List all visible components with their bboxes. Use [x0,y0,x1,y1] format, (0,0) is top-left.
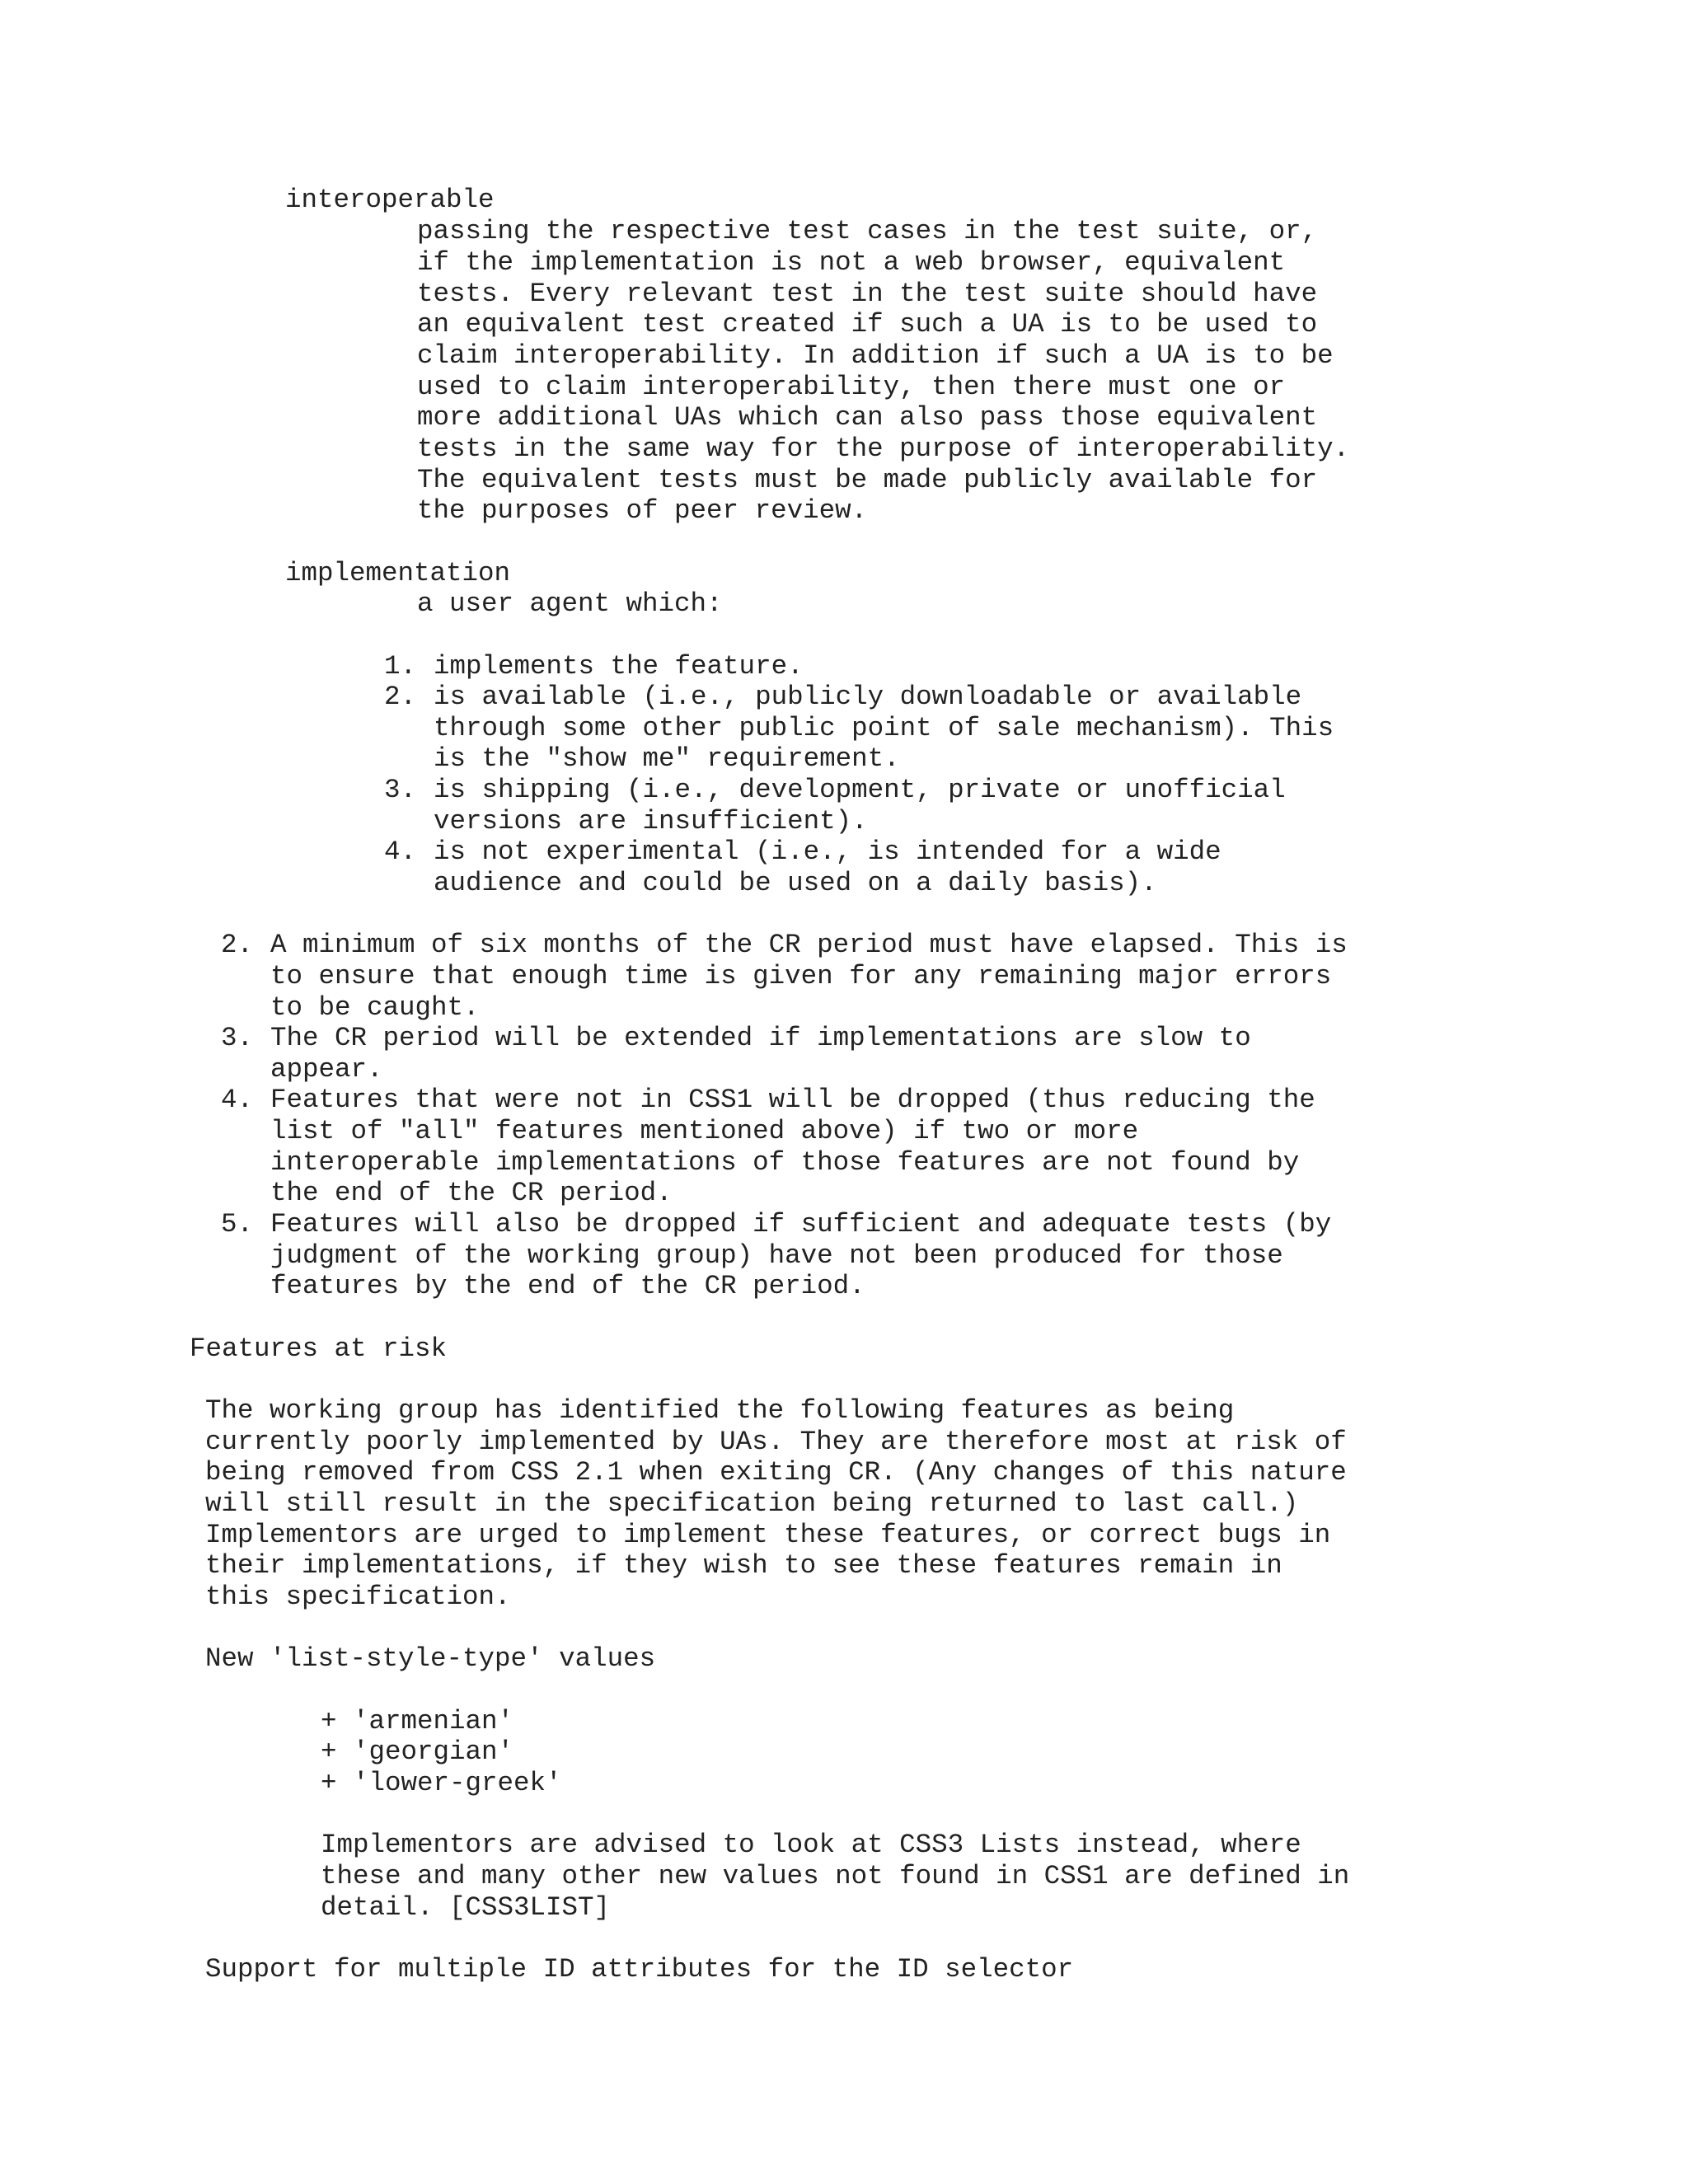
criteria-item-line: interoperable implementations of those features are not found by [270,1147,1300,1178]
interoperable-def-line: an equivalent test created if such a UA is to be used to [417,309,1318,340]
criteria-item-line: features by the end of the CR period. [270,1271,865,1301]
id-selector-heading: Support for multiple ID attributes for the ID selector [205,1954,1074,1985]
risk-paragraph-line: will still result in the specification being returned to last call.) [205,1488,1299,1519]
risk-paragraph-line: currently poorly implemented by UAs. They are therefore most at risk of [205,1427,1347,1457]
criteria-item-line: A minimum of six months of the CR period must have elapsed. This is [270,930,1348,960]
advice-line: Implementors are advised to look at CSS3 Lists instead, where [321,1830,1301,1860]
impl-item-line: is the "show me" requirement. [434,743,900,774]
impl-item-number: 2. [384,682,417,712]
risk-paragraph-line: being removed from CSS 2.1 when exiting CR. (Any changes of this nature [205,1457,1347,1488]
interoperable-def-line: tests in the same way for the purpose of interoperability. [417,434,1350,464]
term-implementation: implementation [285,558,511,588]
criteria-item-line: to be caught. [270,992,480,1023]
impl-item-number: 1. [384,651,417,682]
interoperable-def-line: The equivalent tests must be made publicly available for [417,465,1318,495]
criteria-item-line: The CR period will be extended if implementations are slow to [270,1023,1251,1053]
criteria-item-line: Features that were not in CSS1 will be dropped (thus reducing the [270,1085,1315,1115]
implementation-intro: a user agent which: [417,588,723,619]
criteria-item-number: 2. [221,930,254,960]
interoperable-def-line: more additional UAs which can also pass those equivalent [417,402,1318,433]
interoperable-def-line: the purposes of peer review. [417,495,868,526]
impl-item-line: implements the feature. [434,651,804,682]
criteria-item-number: 5. [221,1209,254,1240]
list-style-value: + 'georgian' [321,1736,514,1767]
impl-item-line: is available (i.e., publicly downloadable or available [434,682,1302,712]
criteria-item-line: judgment of the working group) have not been produced for those [270,1240,1283,1271]
criteria-item-line: Features will also be dropped if sufficient and adequate tests (by [270,1209,1332,1240]
criteria-item-line: list of "all" features mentioned above) if two or more [270,1116,1139,1146]
criteria-item-line: the end of the CR period. [270,1178,673,1208]
risk-paragraph-line: their implementations, if they wish to see these features remain in [205,1550,1282,1581]
advice-line: these and many other new values not found in CSS1 are defined in [321,1861,1350,1891]
interoperable-def-line: claim interoperability. In addition if such a UA is to be [417,340,1334,371]
term-interoperable: interoperable [285,185,495,215]
impl-item-line: audience and could be used on a daily basis). [434,868,1157,898]
advice-line: detail. [CSS3LIST] [321,1892,611,1923]
criteria-item-number: 4. [221,1085,254,1115]
criteria-item-line: appear. [270,1054,383,1085]
risk-paragraph-line: this specification. [205,1582,511,1612]
interoperable-def-line: if the implementation is not a web browser, equivalent [417,247,1286,278]
interoperable-def-line: tests. Every relevant test in the test suite should have [417,279,1318,309]
impl-item-line: versions are insufficient). [434,806,868,837]
risk-paragraph-line: The working group has identified the following features as being [205,1395,1235,1426]
criteria-item-line: to ensure that enough time is given for any remaining major errors [270,961,1332,991]
impl-item-number: 3. [384,775,417,805]
section-heading-features-at-risk: Features at risk [190,1333,448,1364]
risk-paragraph-line: Implementors are urged to implement these features, or correct bugs in [205,1520,1331,1550]
impl-item-line: through some other public point of sale mechanism). This [434,713,1334,743]
impl-item-line: is not experimental (i.e., is intended for a wide [434,837,1221,867]
impl-item-line: is shipping (i.e., development, private or unofficial [434,775,1286,805]
impl-item-number: 4. [384,837,417,867]
list-style-value: + 'armenian' [321,1706,514,1736]
criteria-item-number: 3. [221,1023,254,1053]
list-style-value: + 'lower-greek' [321,1768,562,1798]
interoperable-def-line: passing the respective test cases in the test suite, or, [417,216,1318,246]
interoperable-def-line: used to claim interoperability, then there must one or [417,372,1286,402]
list-style-type-heading: New 'list-style-type' values [205,1643,656,1674]
